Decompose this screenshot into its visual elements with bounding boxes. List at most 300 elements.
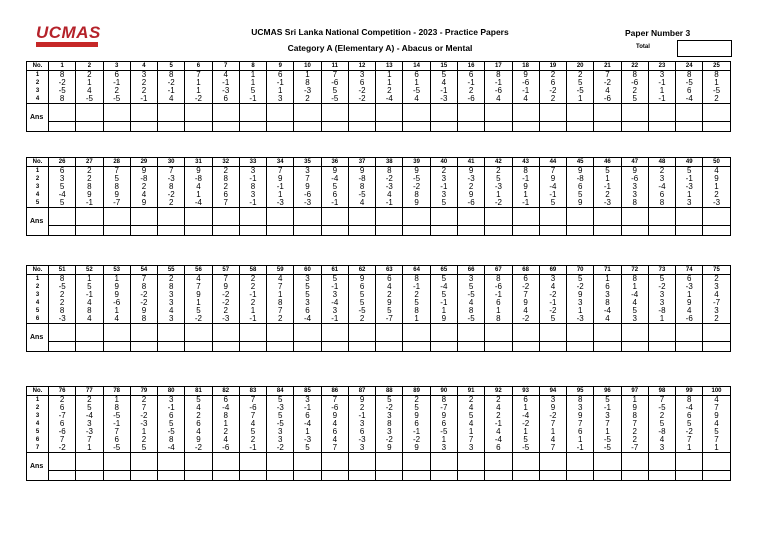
operand-cell: 5 <box>185 396 212 405</box>
mark-cell[interactable] <box>130 226 157 236</box>
answer-cell[interactable] <box>348 208 375 226</box>
operand-cell: -5 <box>158 428 185 436</box>
answer-cell[interactable] <box>485 104 512 122</box>
mark-cell[interactable] <box>457 471 484 481</box>
operand-cell: 9 <box>457 191 484 199</box>
operand-cell: -1 <box>103 79 130 87</box>
operand-cell: 8 <box>621 412 648 420</box>
answer-cell[interactable] <box>239 453 266 471</box>
mark-cell[interactable] <box>130 122 157 132</box>
mark-cell[interactable] <box>512 122 539 132</box>
answer-cell[interactable] <box>239 104 266 122</box>
mark-cell[interactable] <box>267 226 294 236</box>
answer-cell[interactable] <box>403 453 430 471</box>
operand-cell: 8 <box>49 275 76 284</box>
operand-cell: -2 <box>403 436 430 444</box>
mark-cell[interactable] <box>485 342 512 352</box>
operand-cell: -5 <box>403 175 430 183</box>
answer-cell[interactable] <box>103 453 130 471</box>
answer-cell[interactable] <box>676 208 703 226</box>
answer-cell[interactable] <box>457 324 484 342</box>
mark-cell[interactable] <box>294 226 321 236</box>
mark-cell[interactable] <box>267 342 294 352</box>
answer-cell[interactable] <box>648 208 675 226</box>
answer-cell[interactable] <box>567 208 594 226</box>
answer-cell[interactable] <box>403 208 430 226</box>
question-number: 11 <box>321 62 348 71</box>
mark-cell[interactable] <box>212 471 239 481</box>
mark-cell[interactable] <box>348 342 375 352</box>
mark-cell[interactable] <box>703 226 730 236</box>
answer-cell[interactable] <box>485 453 512 471</box>
operand-cell: 1 <box>567 307 594 315</box>
row-number: 2 <box>27 404 49 412</box>
mark-cell[interactable] <box>648 226 675 236</box>
mark-cell[interactable] <box>403 122 430 132</box>
operand-cell: 7 <box>703 404 730 412</box>
operand-cell: 1 <box>676 291 703 299</box>
answer-cell[interactable] <box>185 104 212 122</box>
answer-cell[interactable] <box>621 324 648 342</box>
answer-cell[interactable] <box>49 324 76 342</box>
mark-cell[interactable] <box>676 471 703 481</box>
question-number: 4 <box>130 62 157 71</box>
table-row <box>27 275 731 284</box>
mark-cell[interactable] <box>212 226 239 236</box>
operand-cell: 4 <box>703 167 730 176</box>
operand-cell: -3 <box>49 315 76 324</box>
mark-cell[interactable] <box>703 122 730 132</box>
operand-cell: 7 <box>103 167 130 176</box>
answer-cell[interactable] <box>321 208 348 226</box>
mark-cell[interactable] <box>158 122 185 132</box>
answer-cell[interactable] <box>457 104 484 122</box>
mark-cell[interactable] <box>703 342 730 352</box>
answer-cell[interactable] <box>294 208 321 226</box>
mark-cell[interactable] <box>294 471 321 481</box>
operand-cell: -6 <box>212 444 239 453</box>
mark-cell[interactable] <box>648 342 675 352</box>
mark-cell[interactable] <box>512 471 539 481</box>
mark-cell[interactable] <box>403 471 430 481</box>
mark-cell[interactable] <box>539 226 566 236</box>
operand-cell: -1 <box>321 283 348 291</box>
mark-cell[interactable] <box>457 342 484 352</box>
operand-cell: 5 <box>539 199 566 208</box>
operand-cell: 9 <box>348 167 375 176</box>
answer-cell[interactable] <box>539 208 566 226</box>
answer-cell[interactable] <box>76 208 103 226</box>
table-row <box>27 444 731 453</box>
operand-cell: -4 <box>676 95 703 104</box>
operand-cell: 1 <box>267 291 294 299</box>
operand-cell: -6 <box>485 87 512 95</box>
answer-cell[interactable] <box>185 208 212 226</box>
operand-cell: 1 <box>76 444 103 453</box>
mark-cell[interactable] <box>103 226 130 236</box>
operand-cell: 6 <box>321 428 348 436</box>
operand-cell: -7 <box>49 412 76 420</box>
operand-cell: 6 <box>512 396 539 405</box>
operand-cell: 3 <box>594 291 621 299</box>
mark-cell[interactable] <box>403 342 430 352</box>
answer-cell[interactable] <box>648 324 675 342</box>
operand-cell: -2 <box>130 299 157 307</box>
mark-cell[interactable] <box>267 471 294 481</box>
mark-cell[interactable] <box>539 471 566 481</box>
answer-cell[interactable] <box>76 104 103 122</box>
mark-cell[interactable] <box>430 471 457 481</box>
operand-cell: 5 <box>485 175 512 183</box>
answer-cell[interactable] <box>703 104 730 122</box>
operand-cell: 5 <box>457 283 484 291</box>
operand-cell: -3 <box>267 199 294 208</box>
answer-cell[interactable] <box>76 453 103 471</box>
answer-cell[interactable] <box>485 324 512 342</box>
answer-cell[interactable] <box>348 324 375 342</box>
mark-cell[interactable] <box>539 342 566 352</box>
answer-cell[interactable] <box>130 324 157 342</box>
mark-cell[interactable] <box>185 226 212 236</box>
mark-cell[interactable] <box>321 342 348 352</box>
answer-cell[interactable] <box>103 208 130 226</box>
mark-cell[interactable] <box>348 471 375 481</box>
question-number: 2 <box>76 62 103 71</box>
mark-cell[interactable] <box>103 471 130 481</box>
operand-cell: 6 <box>49 404 76 412</box>
answer-cell[interactable] <box>158 324 185 342</box>
operand-cell: -2 <box>348 87 375 95</box>
operand-cell: 2 <box>621 428 648 436</box>
answer-cell[interactable] <box>430 324 457 342</box>
mark-cell[interactable] <box>130 471 157 481</box>
mark-cell[interactable] <box>76 342 103 352</box>
operand-cell: 1 <box>185 191 212 199</box>
mark-cell[interactable] <box>49 471 76 481</box>
answer-cell[interactable] <box>703 324 730 342</box>
answer-cell[interactable] <box>49 208 76 226</box>
mark-cell[interactable] <box>294 342 321 352</box>
operand-cell: 8 <box>676 71 703 80</box>
answer-cell[interactable] <box>267 324 294 342</box>
mark-cell[interactable] <box>49 226 76 236</box>
mark-cell[interactable] <box>676 226 703 236</box>
answer-cell[interactable] <box>676 324 703 342</box>
mark-cell[interactable] <box>567 342 594 352</box>
mark-cell[interactable] <box>512 226 539 236</box>
answer-cell[interactable] <box>621 104 648 122</box>
answer-cell[interactable] <box>512 324 539 342</box>
answer-cell[interactable] <box>294 453 321 471</box>
mark-cell[interactable] <box>239 342 266 352</box>
operand-cell: 7 <box>103 428 130 436</box>
answer-cell[interactable] <box>376 324 403 342</box>
mark-cell[interactable] <box>594 471 621 481</box>
answer-cell[interactable] <box>676 104 703 122</box>
operand-cell: 2 <box>239 283 266 291</box>
answer-cell[interactable] <box>539 453 566 471</box>
operand-cell: -4 <box>512 412 539 420</box>
answer-cell[interactable] <box>567 324 594 342</box>
question-number: 67 <box>485 266 512 275</box>
answer-cell[interactable] <box>594 104 621 122</box>
mark-cell[interactable] <box>321 226 348 236</box>
operand-cell: 4 <box>348 199 375 208</box>
mark-cell[interactable] <box>158 226 185 236</box>
answer-cell[interactable] <box>512 208 539 226</box>
mark-cell[interactable] <box>621 122 648 132</box>
operand-cell: 7 <box>539 444 566 453</box>
answer-cell[interactable] <box>321 324 348 342</box>
answer-cell[interactable] <box>348 453 375 471</box>
answer-cell[interactable] <box>267 104 294 122</box>
mark-cell[interactable] <box>376 226 403 236</box>
operand-cell: -2 <box>49 79 76 87</box>
mark-cell[interactable] <box>212 342 239 352</box>
answer-cell[interactable] <box>512 104 539 122</box>
answer-cell[interactable] <box>539 324 566 342</box>
mark-cell[interactable] <box>321 122 348 132</box>
operand-cell: 9 <box>376 299 403 307</box>
answer-cell[interactable] <box>676 453 703 471</box>
total-field[interactable] <box>677 40 732 57</box>
operand-cell: -2 <box>376 436 403 444</box>
mark-cell[interactable] <box>239 471 266 481</box>
mark-cell[interactable] <box>348 226 375 236</box>
answer-cell[interactable] <box>512 453 539 471</box>
operand-cell: 3 <box>158 291 185 299</box>
answer-cell[interactable] <box>130 208 157 226</box>
answer-cell[interactable] <box>594 208 621 226</box>
answer-cell[interactable] <box>403 324 430 342</box>
operand-cell: 9 <box>130 307 157 315</box>
operand-cell: 1 <box>76 79 103 87</box>
answer-cell[interactable] <box>212 453 239 471</box>
operand-cell: 9 <box>621 404 648 412</box>
mark-cell[interactable] <box>158 471 185 481</box>
answer-cell[interactable] <box>594 453 621 471</box>
answer-cell[interactable] <box>703 453 730 471</box>
answer-cell[interactable] <box>158 208 185 226</box>
operand-cell: 4 <box>158 307 185 315</box>
mark-cell[interactable] <box>512 342 539 352</box>
operand-cell: 2 <box>212 428 239 436</box>
operand-cell: -6 <box>621 175 648 183</box>
operand-cell: 2 <box>49 291 76 299</box>
operand-cell: 3 <box>376 428 403 436</box>
answer-cell[interactable] <box>567 104 594 122</box>
answer-cell[interactable] <box>49 453 76 471</box>
operand-cell: 5 <box>348 291 375 299</box>
mark-cell[interactable] <box>621 226 648 236</box>
answer-cell[interactable] <box>212 208 239 226</box>
mark-cell[interactable] <box>76 471 103 481</box>
answer-cell[interactable] <box>212 104 239 122</box>
answer-cell[interactable] <box>567 453 594 471</box>
table-row <box>27 167 731 176</box>
answer-cell[interactable] <box>594 324 621 342</box>
operand-cell: 3 <box>648 444 675 453</box>
mark-cell[interactable] <box>212 122 239 132</box>
mark-cell[interactable] <box>567 471 594 481</box>
operand-cell: -1 <box>457 79 484 87</box>
operand-cell: 7 <box>130 404 157 412</box>
answer-cell[interactable] <box>294 104 321 122</box>
mark-cell[interactable] <box>430 226 457 236</box>
answer-cell[interactable] <box>158 453 185 471</box>
mark-cell[interactable] <box>703 471 730 481</box>
answer-cell[interactable] <box>648 104 675 122</box>
operand-cell: 5 <box>267 412 294 420</box>
mark-cell[interactable] <box>376 122 403 132</box>
operand-cell: 9 <box>539 404 566 412</box>
mark-cell[interactable] <box>103 122 130 132</box>
answer-cell[interactable] <box>376 104 403 122</box>
mark-cell[interactable] <box>594 122 621 132</box>
operand-cell: 6 <box>103 71 130 80</box>
mark-cell[interactable] <box>376 342 403 352</box>
mark-cell[interactable] <box>567 226 594 236</box>
answer-cell[interactable] <box>103 104 130 122</box>
operand-cell: 2 <box>158 199 185 208</box>
mark-cell[interactable] <box>485 471 512 481</box>
answer-cell[interactable] <box>212 324 239 342</box>
answer-cell[interactable] <box>648 453 675 471</box>
mark-cell[interactable] <box>76 122 103 132</box>
answer-cell[interactable] <box>267 453 294 471</box>
answer-cell[interactable] <box>621 208 648 226</box>
answer-cell[interactable] <box>239 324 266 342</box>
mark-cell[interactable] <box>403 226 430 236</box>
mark-cell[interactable] <box>158 342 185 352</box>
mark-cell[interactable] <box>239 122 266 132</box>
operand-cell: 1 <box>376 71 403 80</box>
answer-cell[interactable] <box>376 453 403 471</box>
answer-cell[interactable] <box>430 453 457 471</box>
answer-cell[interactable] <box>321 453 348 471</box>
mark-cell[interactable] <box>621 342 648 352</box>
mark-cell[interactable] <box>376 471 403 481</box>
operand-cell: -3 <box>376 183 403 191</box>
mark-cell[interactable] <box>294 122 321 132</box>
answer-cell[interactable] <box>130 453 157 471</box>
mark-cell[interactable] <box>430 122 457 132</box>
operand-cell: 5 <box>430 199 457 208</box>
answer-cell[interactable] <box>403 104 430 122</box>
mark-cell[interactable] <box>185 342 212 352</box>
operand-cell: 3 <box>321 307 348 315</box>
answer-cell[interactable] <box>76 324 103 342</box>
answer-cell[interactable] <box>130 104 157 122</box>
operand-cell: 2 <box>457 183 484 191</box>
mark-cell[interactable] <box>648 471 675 481</box>
mark-cell[interactable] <box>76 226 103 236</box>
operand-cell: -6 <box>457 95 484 104</box>
mark-cell[interactable] <box>457 122 484 132</box>
operand-cell: 9 <box>430 315 457 324</box>
mark-cell[interactable] <box>49 342 76 352</box>
operand-cell: 8 <box>158 183 185 191</box>
mark-cell[interactable] <box>621 471 648 481</box>
mark-cell[interactable] <box>676 342 703 352</box>
answer-cell[interactable] <box>430 104 457 122</box>
answer-cell[interactable] <box>185 324 212 342</box>
mark-cell[interactable] <box>321 471 348 481</box>
question-number: 87 <box>348 387 375 396</box>
mark-cell[interactable] <box>539 122 566 132</box>
operand-cell: 8 <box>103 404 130 412</box>
operand-cell: 1 <box>676 444 703 453</box>
answer-cell[interactable] <box>294 324 321 342</box>
row-number: 6 <box>27 436 49 444</box>
answer-cell[interactable] <box>457 208 484 226</box>
table-row <box>27 396 731 405</box>
operand-cell: 2 <box>103 87 130 95</box>
mark-cell[interactable] <box>185 471 212 481</box>
mark-cell[interactable] <box>485 226 512 236</box>
answer-cell[interactable] <box>158 104 185 122</box>
operand-cell: 3 <box>348 71 375 80</box>
operand-cell: 4 <box>376 191 403 199</box>
mark-cell[interactable] <box>676 122 703 132</box>
answer-cell[interactable] <box>239 208 266 226</box>
operand-cell: 3 <box>621 183 648 191</box>
answer-cell[interactable] <box>348 104 375 122</box>
answer-cell[interactable] <box>430 208 457 226</box>
answer-cell[interactable] <box>703 208 730 226</box>
answer-cell[interactable] <box>457 453 484 471</box>
answer-cell[interactable] <box>49 104 76 122</box>
answer-cell[interactable] <box>539 104 566 122</box>
mark-cell[interactable] <box>185 122 212 132</box>
answer-cell[interactable] <box>485 208 512 226</box>
mark-cell[interactable] <box>594 226 621 236</box>
operand-cell: 6 <box>103 436 130 444</box>
answer-cell[interactable] <box>376 208 403 226</box>
mark-cell[interactable] <box>430 342 457 352</box>
operand-cell: 9 <box>321 412 348 420</box>
mark-cell[interactable] <box>239 226 266 236</box>
mark-cell[interactable] <box>103 342 130 352</box>
answer-cell[interactable] <box>185 453 212 471</box>
mark-cell[interactable] <box>49 122 76 132</box>
mark-cell[interactable] <box>567 122 594 132</box>
operand-cell: 3 <box>294 275 321 284</box>
operand-cell: 5 <box>703 428 730 436</box>
mark-cell[interactable] <box>130 342 157 352</box>
mark-cell[interactable] <box>485 122 512 132</box>
operand-cell: 3 <box>539 275 566 284</box>
mark-cell[interactable] <box>648 122 675 132</box>
operand-cell: -4 <box>212 404 239 412</box>
operand-cell: -1 <box>294 404 321 412</box>
operand-cell: 2 <box>49 299 76 307</box>
operand-cell: -5 <box>457 291 484 299</box>
question-number: 72 <box>621 266 648 275</box>
answer-cell[interactable] <box>267 208 294 226</box>
answer-cell[interactable] <box>621 453 648 471</box>
answer-cell[interactable] <box>103 324 130 342</box>
operand-cell: 2 <box>703 95 730 104</box>
operand-cell: 3 <box>621 315 648 324</box>
operand-cell: 1 <box>621 283 648 291</box>
mark-cell[interactable] <box>594 342 621 352</box>
answer-cell[interactable] <box>321 104 348 122</box>
operand-cell: 4 <box>512 95 539 104</box>
mark-cell[interactable] <box>267 122 294 132</box>
mark-cell[interactable] <box>348 122 375 132</box>
mark-cell[interactable] <box>457 226 484 236</box>
